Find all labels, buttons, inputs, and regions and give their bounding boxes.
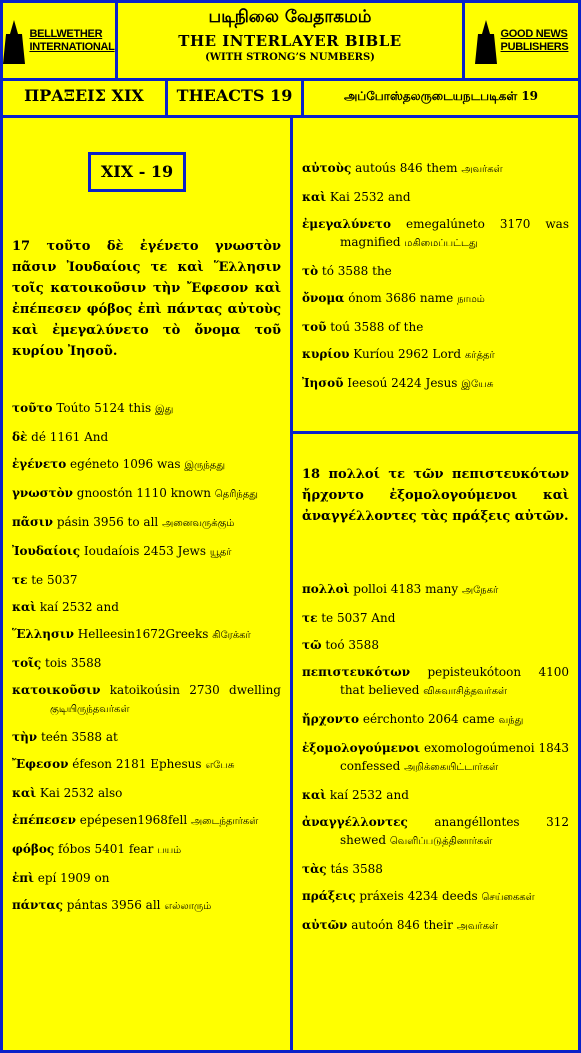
word-entry	[12, 784, 281, 802]
title-block	[115, 0, 465, 81]
word-entry	[12, 755, 281, 775]
word-entry	[12, 681, 281, 719]
greek-word: Ἰησοῦ	[302, 376, 344, 390]
tamil-gloss: அவர்கள்	[456, 921, 499, 932]
word-entry	[302, 159, 569, 179]
tamil-gloss: இயேசு	[461, 379, 494, 390]
left-column	[0, 115, 293, 1053]
greek-word: ἐπέπεσεν	[12, 813, 76, 827]
word-entry	[302, 710, 569, 730]
greek-word: τὰς	[302, 862, 327, 876]
transliteration-gloss: Kuríou 2962 Lord	[353, 347, 462, 361]
tamil-gloss: நாமம்	[457, 294, 485, 305]
word-entry	[302, 374, 569, 394]
left-logo	[0, 0, 118, 81]
transliteration-gloss: fóbos 5401 fear	[57, 842, 154, 856]
word-entry	[12, 654, 281, 672]
word-entry	[302, 663, 569, 701]
right-top-column	[290, 115, 581, 434]
greek-word: τοῦτο	[12, 401, 53, 415]
greek-word: τῶ	[302, 638, 322, 652]
greek-word: ἐξομολογούμενοι	[302, 741, 421, 755]
tamil-gloss: எல்லாரும்	[164, 901, 212, 912]
transliteration-gloss: Helleesin1672Greeks	[77, 627, 209, 641]
ref-english: THEACTS 19	[165, 78, 304, 118]
transliteration-gloss: autoús 846 them	[355, 161, 458, 175]
greek-word: φόβος	[12, 842, 55, 856]
transliteration-gloss: egéneto 1096 was	[70, 457, 181, 471]
tamil-gloss: வந்து	[498, 715, 524, 726]
left-logo-line1: BELLWETHER	[29, 27, 103, 40]
greek-word: τε	[302, 611, 318, 625]
bellwether-logo-icon	[3, 18, 25, 64]
transliteration-gloss: éfeson 2181 Ephesus	[72, 757, 202, 771]
word-entry	[302, 262, 569, 280]
word-entry	[12, 399, 281, 419]
transliteration-gloss: anangéllontes 312 shewed	[340, 815, 569, 847]
transliteration-gloss: autoón 846 their	[351, 918, 453, 932]
verse-17-text: 17 τοῦτο δὲ ἐγένετο γνωστὸν πᾶσιν Ἰουδαίοις τε καὶ Ἕλλησιν τοῖς κατοικοῦσιν τὴν Ἔφεσον καὶ ἐπέπεσεν φόβος ἐπὶ πάντας αὐτοὺς καὶ ἐμεγαλύνετο τὸ ὄνομα τοῦ κυρίου Ἰησοῦ.	[12, 239, 281, 359]
ref-tamil: அப்போஸ்தலருடையநடபடிகள் 19	[301, 78, 581, 118]
transliteration-gloss: teén 3588 at	[40, 730, 118, 744]
transliteration-gloss: pántas 3956 all	[66, 898, 161, 912]
greek-word: τοῖς	[12, 656, 42, 670]
transliteration-gloss: epépesen1968fell	[79, 813, 188, 827]
transliteration-gloss: dé 1161 And	[31, 430, 109, 444]
tamil-gloss: தெரிந்தது	[214, 489, 258, 500]
word-entry	[302, 887, 569, 907]
transliteration-gloss: tó 3588 the	[321, 264, 392, 278]
transliteration-gloss: te 5037	[31, 573, 78, 587]
greek-word: πολλοὶ	[302, 582, 350, 596]
word-entry	[12, 484, 281, 504]
transliteration-gloss: emegalúneto 3170 was magnified	[340, 217, 569, 249]
greek-word: πράξεις	[302, 889, 356, 903]
tamil-gloss: அநேகர்	[461, 585, 499, 596]
right-bottom-word-list	[302, 580, 569, 945]
chapter-label: XIX - 19	[88, 152, 186, 192]
tamil-gloss: பயம்	[157, 845, 182, 856]
right-bottom-column	[290, 431, 581, 1053]
tamil-gloss: அறிக்கையிட்டார்கள்	[404, 762, 499, 773]
word-entry	[12, 513, 281, 533]
word-entry	[12, 598, 281, 616]
right-logo-line2: PUBLISHERS	[500, 40, 569, 53]
word-entry	[12, 455, 281, 475]
greek-word: Ἰουδαίοις	[12, 544, 81, 558]
greek-word: ἀναγγέλλοντες	[302, 815, 408, 829]
greek-word: ἐγένετο	[12, 457, 67, 471]
word-entry	[302, 188, 569, 206]
right-top-word-list	[302, 159, 569, 403]
greek-word: ἐμεγαλύνετο	[302, 217, 391, 231]
greek-word: Ἔφεσον	[12, 757, 69, 771]
transliteration-gloss: epí 1909 on	[37, 871, 110, 885]
transliteration-gloss: katoikoúsin 2730 dwelling	[109, 683, 281, 697]
transliteration-gloss: toó 3588	[325, 638, 379, 652]
greek-word: καὶ	[302, 190, 327, 204]
word-entry	[12, 811, 281, 831]
word-entry	[12, 571, 281, 589]
transliteration-gloss: eérchonto 2064 came	[362, 712, 495, 726]
transliteration-gloss: Toúto 5124 this	[56, 401, 152, 415]
tamil-gloss: அனைவருக்கும்	[162, 518, 235, 529]
word-entry	[302, 215, 569, 253]
transliteration-gloss: ónom 3686 name	[348, 291, 454, 305]
tamil-gloss: அவர்கள்	[461, 164, 503, 175]
word-entry	[302, 786, 569, 804]
transliteration-gloss: Kai 2532 also	[39, 786, 123, 800]
greek-word: ἐπὶ	[12, 871, 34, 885]
tamil-gloss: கர்த்தர்	[464, 350, 495, 361]
title-subtitle: (WITH STRONG’S NUMBERS)	[205, 52, 375, 63]
greek-word: τοῦ	[302, 320, 327, 334]
word-entry	[12, 728, 281, 746]
greek-word: καὶ	[302, 788, 327, 802]
transliteration-gloss: te 5037 And	[321, 611, 396, 625]
word-entry	[302, 609, 569, 627]
right-logo-line1: GOOD NEWS	[500, 27, 568, 40]
transliteration-gloss: tás 3588	[330, 862, 383, 876]
greek-word: πεπιστευκότων	[302, 665, 411, 679]
transliteration-gloss: toú 3588 of the	[330, 320, 424, 334]
greek-word: τε	[12, 573, 28, 587]
tamil-gloss: வெளிப்படுத்தினார்கள்	[389, 836, 493, 847]
transliteration-gloss: polloi 4183 many	[353, 582, 459, 596]
greek-word: αὐτῶν	[302, 918, 348, 932]
tamil-gloss: செய்கைகள்	[481, 892, 535, 903]
tamil-gloss: இது	[154, 404, 174, 415]
greek-word: Ἕλλησιν	[12, 627, 74, 641]
left-word-list	[12, 399, 281, 925]
word-entry	[12, 869, 281, 887]
greek-word: γνωστὸν	[12, 486, 73, 500]
title-english: THE INTERLAYER BIBLE	[178, 32, 402, 50]
word-entry	[302, 636, 569, 654]
word-entry	[302, 345, 569, 365]
tamil-gloss: விசுவாசித்தவர்கள்	[423, 686, 508, 697]
greek-word: πᾶσιν	[12, 515, 53, 529]
word-entry	[302, 318, 569, 336]
tamil-gloss: யூதர்	[209, 547, 232, 558]
transliteration-gloss: kaí 2532 and	[329, 788, 409, 802]
word-entry	[302, 739, 569, 777]
transliteration-gloss: pepisteukótoon 4100 that believed	[340, 665, 569, 697]
word-entry	[12, 896, 281, 916]
ref-greek: ΠΡΑΞΕΙΣ XIX	[0, 78, 168, 118]
left-logo-line2: INTERNATIONAL	[29, 40, 115, 53]
tamil-gloss: இருந்தது	[184, 460, 225, 471]
word-entry	[302, 289, 569, 309]
tamil-gloss: மகிமைப்பட்டது	[404, 238, 478, 249]
greek-word: καὶ	[12, 600, 37, 614]
transliteration-gloss: gnoostón 1110 known	[76, 486, 211, 500]
greek-word: αὐτοὺς	[302, 161, 352, 175]
greek-word: ὄνομα	[302, 291, 345, 305]
greek-word: τὸ	[302, 264, 319, 278]
word-entry	[302, 916, 569, 936]
verse-18-text: 18 πολλοί τε τῶν πεπιστευκότων ἤρχοντο ἐξομολογούμενοι καὶ ἀναγγέλλοντες τὰς πράξεις αὐτῶν.	[302, 467, 569, 524]
tamil-gloss: குடியிருந்தவர்கள்	[50, 704, 130, 715]
right-logo	[462, 0, 581, 81]
tamil-gloss: எபேசு	[205, 760, 235, 771]
word-entry	[302, 860, 569, 878]
transliteration-gloss: Ioudaíois 2453 Jews	[83, 544, 206, 558]
tamil-gloss: கிரேக்கர்	[212, 630, 251, 641]
tamil-gloss: அடைந்தார்கள்	[191, 816, 259, 827]
word-entry	[302, 580, 569, 600]
word-entry	[12, 625, 281, 645]
transliteration-gloss: tois 3588	[45, 656, 102, 670]
greek-word: καὶ	[12, 786, 37, 800]
transliteration-gloss: pásin 3956 to all	[56, 515, 159, 529]
transliteration-gloss: Kai 2532 and	[329, 190, 411, 204]
greek-word: δὲ	[12, 430, 28, 444]
transliteration-gloss: práxeis 4234 deeds	[359, 889, 478, 903]
transliteration-gloss: exomologoúmenoi 1843 confessed	[340, 741, 569, 773]
greek-word: ἤρχοντο	[302, 712, 360, 726]
greek-word: τὴν	[12, 730, 38, 744]
word-entry	[302, 813, 569, 851]
transliteration-gloss: kaí 2532 and	[39, 600, 119, 614]
word-entry	[12, 428, 281, 446]
greek-word: κατοικοῦσιν	[12, 683, 101, 697]
word-entry	[12, 542, 281, 562]
transliteration-gloss: Ieesoú 2424 Jesus	[347, 376, 458, 390]
greek-word: κυρίου	[302, 347, 350, 361]
greek-word: πάντας	[12, 898, 63, 912]
word-entry	[12, 840, 281, 860]
title-tamil: படிநிலை வேதாகமம்	[208, 7, 372, 27]
good-news-logo-icon	[475, 18, 497, 64]
